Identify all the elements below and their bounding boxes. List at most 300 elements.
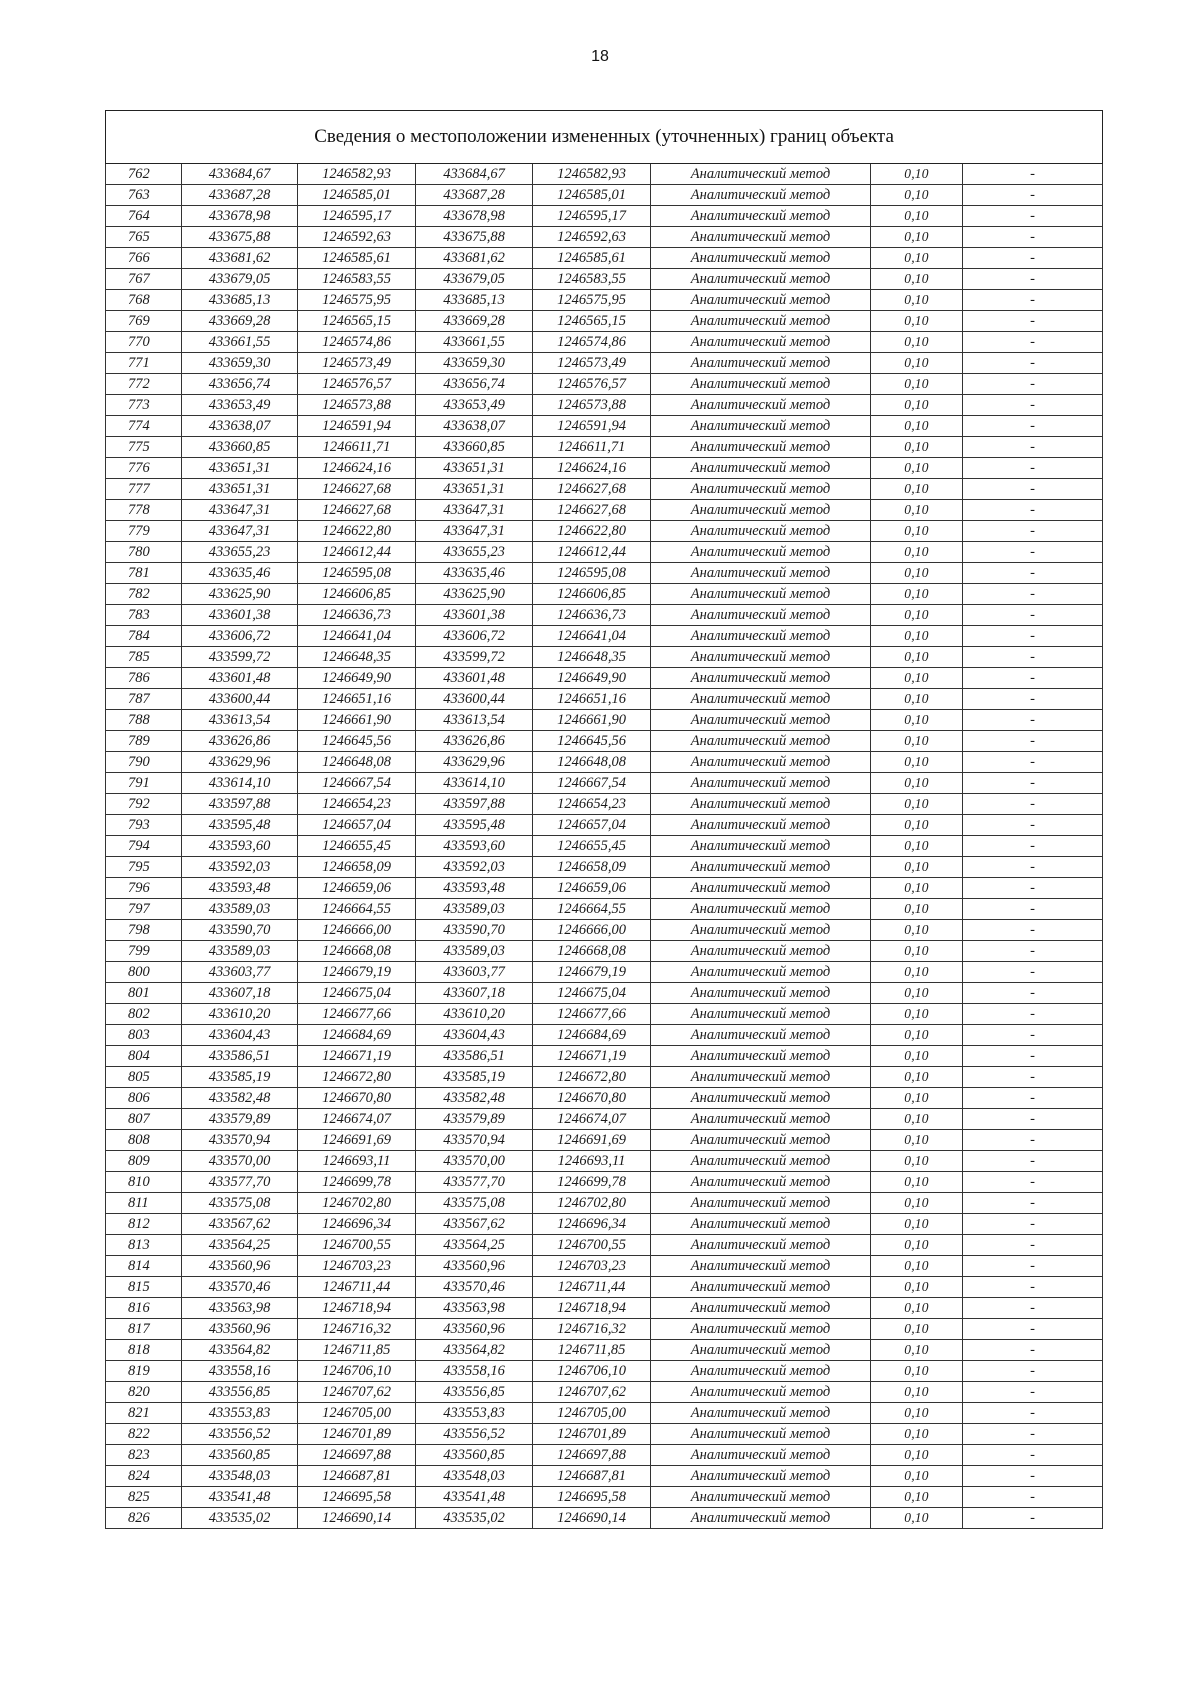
cell-point-number: 804	[106, 1046, 182, 1067]
cell-x-existing: 433592,03	[182, 857, 298, 878]
cell-x-new: 433590,70	[416, 920, 533, 941]
cell-description: -	[963, 332, 1103, 353]
cell-y-existing: 1246573,49	[298, 353, 416, 374]
cell-y-new: 1246700,55	[533, 1235, 651, 1256]
table-row	[106, 1256, 1103, 1277]
cell-description: -	[963, 374, 1103, 395]
cell-x-new: 433570,00	[416, 1151, 533, 1172]
cell-description: -	[963, 248, 1103, 269]
cell-point-number: 798	[106, 920, 182, 941]
cell-description: -	[963, 395, 1103, 416]
cell-y-existing: 1246697,88	[298, 1445, 416, 1466]
cell-y-existing: 1246687,81	[298, 1466, 416, 1487]
cell-point-number: 812	[106, 1214, 182, 1235]
cell-point-number: 765	[106, 227, 182, 248]
cell-method: Аналитический метод	[651, 479, 871, 500]
table-row	[106, 563, 1103, 584]
cell-x-new: 433606,72	[416, 626, 533, 647]
cell-x-new: 433647,31	[416, 521, 533, 542]
cell-x-new: 433655,23	[416, 542, 533, 563]
cell-description: -	[963, 1445, 1103, 1466]
cell-y-existing: 1246675,04	[298, 983, 416, 1004]
cell-y-existing: 1246677,66	[298, 1004, 416, 1025]
cell-point-number: 793	[106, 815, 182, 836]
cell-y-existing: 1246706,10	[298, 1361, 416, 1382]
cell-accuracy: 0,10	[871, 269, 963, 290]
cell-description: -	[963, 689, 1103, 710]
cell-y-existing: 1246705,00	[298, 1403, 416, 1424]
cell-accuracy: 0,10	[871, 668, 963, 689]
table-row	[106, 1046, 1103, 1067]
cell-accuracy: 0,10	[871, 878, 963, 899]
cell-y-existing: 1246674,07	[298, 1109, 416, 1130]
cell-x-existing: 433651,31	[182, 458, 298, 479]
cell-x-new: 433593,48	[416, 878, 533, 899]
cell-y-new: 1246670,80	[533, 1088, 651, 1109]
cell-y-existing: 1246573,88	[298, 395, 416, 416]
cell-point-number: 823	[106, 1445, 182, 1466]
table-row	[106, 353, 1103, 374]
cell-accuracy: 0,10	[871, 1025, 963, 1046]
cell-accuracy: 0,10	[871, 731, 963, 752]
cell-accuracy: 0,10	[871, 185, 963, 206]
cell-y-existing: 1246582,93	[298, 164, 416, 185]
cell-x-new: 433659,30	[416, 353, 533, 374]
cell-x-new: 433610,20	[416, 1004, 533, 1025]
cell-point-number: 784	[106, 626, 182, 647]
table-row	[106, 1130, 1103, 1151]
cell-accuracy: 0,10	[871, 1151, 963, 1172]
cell-accuracy: 0,10	[871, 521, 963, 542]
cell-y-new: 1246696,34	[533, 1214, 651, 1235]
cell-y-new: 1246672,80	[533, 1067, 651, 1088]
cell-y-existing: 1246657,04	[298, 815, 416, 836]
cell-y-existing: 1246670,80	[298, 1088, 416, 1109]
cell-x-new: 433675,88	[416, 227, 533, 248]
cell-y-new: 1246701,89	[533, 1424, 651, 1445]
cell-y-new: 1246648,08	[533, 752, 651, 773]
cell-x-existing: 433684,67	[182, 164, 298, 185]
cell-point-number: 819	[106, 1361, 182, 1382]
table-row	[106, 374, 1103, 395]
cell-x-existing: 433635,46	[182, 563, 298, 584]
cell-y-existing: 1246591,94	[298, 416, 416, 437]
cell-method: Аналитический метод	[651, 269, 871, 290]
cell-x-new: 433586,51	[416, 1046, 533, 1067]
cell-x-existing: 433570,00	[182, 1151, 298, 1172]
cell-method: Аналитический метод	[651, 1172, 871, 1193]
cell-description: -	[963, 353, 1103, 374]
cell-accuracy: 0,10	[871, 647, 963, 668]
cell-y-new: 1246664,55	[533, 899, 651, 920]
cell-x-existing: 433556,52	[182, 1424, 298, 1445]
cell-method: Аналитический метод	[651, 1508, 871, 1529]
boundary-coordinates-table	[105, 110, 1103, 1529]
cell-point-number: 808	[106, 1130, 182, 1151]
cell-accuracy: 0,10	[871, 1046, 963, 1067]
table-row	[106, 605, 1103, 626]
cell-x-existing: 433570,94	[182, 1130, 298, 1151]
cell-y-existing: 1246627,68	[298, 500, 416, 521]
cell-y-existing: 1246654,23	[298, 794, 416, 815]
cell-x-existing: 433638,07	[182, 416, 298, 437]
cell-y-existing: 1246595,17	[298, 206, 416, 227]
cell-x-new: 433560,96	[416, 1319, 533, 1340]
table-row	[106, 437, 1103, 458]
cell-accuracy: 0,10	[871, 1067, 963, 1088]
cell-method: Аналитический метод	[651, 1277, 871, 1298]
cell-x-new: 433579,89	[416, 1109, 533, 1130]
cell-description: -	[963, 836, 1103, 857]
cell-description: -	[963, 731, 1103, 752]
table-row	[106, 983, 1103, 1004]
cell-accuracy: 0,10	[871, 1130, 963, 1151]
cell-accuracy: 0,10	[871, 605, 963, 626]
cell-x-existing: 433582,48	[182, 1088, 298, 1109]
cell-x-new: 433660,85	[416, 437, 533, 458]
page-number: 18	[591, 48, 609, 65]
cell-point-number: 791	[106, 773, 182, 794]
table-row	[106, 1214, 1103, 1235]
cell-y-new: 1246671,19	[533, 1046, 651, 1067]
cell-x-new: 433638,07	[416, 416, 533, 437]
cell-x-existing: 433669,28	[182, 311, 298, 332]
cell-y-new: 1246649,90	[533, 668, 651, 689]
table-row	[106, 458, 1103, 479]
cell-y-existing: 1246606,85	[298, 584, 416, 605]
cell-description: -	[963, 1403, 1103, 1424]
cell-description: -	[963, 227, 1103, 248]
table-row	[106, 1193, 1103, 1214]
cell-x-existing: 433679,05	[182, 269, 298, 290]
cell-description: -	[963, 479, 1103, 500]
cell-point-number: 811	[106, 1193, 182, 1214]
cell-y-new: 1246706,10	[533, 1361, 651, 1382]
cell-x-existing: 433647,31	[182, 500, 298, 521]
cell-accuracy: 0,10	[871, 1466, 963, 1487]
table-row	[106, 647, 1103, 668]
table-row	[106, 332, 1103, 353]
table-row	[106, 1067, 1103, 1088]
table-row	[106, 752, 1103, 773]
cell-y-new: 1246585,01	[533, 185, 651, 206]
cell-y-new: 1246697,88	[533, 1445, 651, 1466]
cell-x-new: 433563,98	[416, 1298, 533, 1319]
cell-point-number: 822	[106, 1424, 182, 1445]
cell-point-number: 805	[106, 1067, 182, 1088]
cell-y-new: 1246622,80	[533, 521, 651, 542]
cell-x-new: 433651,31	[416, 479, 533, 500]
cell-x-new: 433553,83	[416, 1403, 533, 1424]
cell-x-existing: 433563,98	[182, 1298, 298, 1319]
cell-accuracy: 0,10	[871, 836, 963, 857]
cell-description: -	[963, 626, 1103, 647]
cell-accuracy: 0,10	[871, 563, 963, 584]
cell-y-new: 1246718,94	[533, 1298, 651, 1319]
cell-description: -	[963, 647, 1103, 668]
cell-y-existing: 1246671,19	[298, 1046, 416, 1067]
cell-accuracy: 0,10	[871, 941, 963, 962]
cell-y-new: 1246648,35	[533, 647, 651, 668]
cell-y-new: 1246661,90	[533, 710, 651, 731]
cell-method: Аналитический метод	[651, 1466, 871, 1487]
table-row	[106, 1088, 1103, 1109]
cell-point-number: 770	[106, 332, 182, 353]
cell-description: -	[963, 1067, 1103, 1088]
cell-y-new: 1246674,07	[533, 1109, 651, 1130]
cell-method: Аналитический метод	[651, 1046, 871, 1067]
cell-method: Аналитический метод	[651, 668, 871, 689]
cell-y-new: 1246565,15	[533, 311, 651, 332]
cell-accuracy: 0,10	[871, 1256, 963, 1277]
cell-y-new: 1246583,55	[533, 269, 651, 290]
cell-y-existing: 1246576,57	[298, 374, 416, 395]
cell-x-existing: 433556,85	[182, 1382, 298, 1403]
cell-description: -	[963, 164, 1103, 185]
table-row	[106, 1487, 1103, 1508]
table-row	[106, 269, 1103, 290]
cell-x-existing: 433651,31	[182, 479, 298, 500]
cell-x-new: 433603,77	[416, 962, 533, 983]
cell-x-existing: 433601,48	[182, 668, 298, 689]
cell-method: Аналитический метод	[651, 983, 871, 1004]
cell-y-existing: 1246716,32	[298, 1319, 416, 1340]
cell-x-existing: 433625,90	[182, 584, 298, 605]
table-body	[106, 164, 1103, 1529]
cell-y-new: 1246691,69	[533, 1130, 651, 1151]
cell-x-existing: 433610,20	[182, 1004, 298, 1025]
cell-description: -	[963, 1298, 1103, 1319]
cell-y-existing: 1246585,61	[298, 248, 416, 269]
cell-point-number: 782	[106, 584, 182, 605]
cell-method: Аналитический метод	[651, 710, 871, 731]
cell-description: -	[963, 899, 1103, 920]
cell-y-existing: 1246684,69	[298, 1025, 416, 1046]
cell-y-new: 1246668,08	[533, 941, 651, 962]
cell-point-number: 797	[106, 899, 182, 920]
cell-method: Аналитический метод	[651, 332, 871, 353]
table-row	[106, 290, 1103, 311]
cell-method: Аналитический метод	[651, 521, 871, 542]
cell-point-number: 768	[106, 290, 182, 311]
cell-x-existing: 433548,03	[182, 1466, 298, 1487]
cell-method: Аналитический метод	[651, 1067, 871, 1088]
cell-method: Аналитический метод	[651, 647, 871, 668]
cell-point-number: 780	[106, 542, 182, 563]
cell-point-number: 777	[106, 479, 182, 500]
cell-x-existing: 433604,43	[182, 1025, 298, 1046]
cell-x-existing: 433541,48	[182, 1487, 298, 1508]
cell-method: Аналитический метод	[651, 1382, 871, 1403]
cell-point-number: 810	[106, 1172, 182, 1193]
cell-accuracy: 0,10	[871, 227, 963, 248]
cell-x-existing: 433593,60	[182, 836, 298, 857]
cell-x-existing: 433629,96	[182, 752, 298, 773]
cell-accuracy: 0,10	[871, 248, 963, 269]
cell-x-existing: 433653,49	[182, 395, 298, 416]
cell-description: -	[963, 1319, 1103, 1340]
table-row	[106, 941, 1103, 962]
cell-y-existing: 1246700,55	[298, 1235, 416, 1256]
cell-accuracy: 0,10	[871, 1445, 963, 1466]
cell-x-new: 433600,44	[416, 689, 533, 710]
cell-point-number: 799	[106, 941, 182, 962]
cell-accuracy: 0,10	[871, 353, 963, 374]
cell-y-existing: 1246624,16	[298, 458, 416, 479]
table-row	[106, 731, 1103, 752]
cell-x-new: 433661,55	[416, 332, 533, 353]
table-row	[106, 521, 1103, 542]
cell-description: -	[963, 1382, 1103, 1403]
table-row	[106, 899, 1103, 920]
cell-x-new: 433669,28	[416, 311, 533, 332]
cell-description: -	[963, 794, 1103, 815]
table-row	[106, 710, 1103, 731]
cell-y-new: 1246703,23	[533, 1256, 651, 1277]
cell-description: -	[963, 1130, 1103, 1151]
cell-accuracy: 0,10	[871, 1319, 963, 1340]
cell-description: -	[963, 1214, 1103, 1235]
cell-method: Аналитический метод	[651, 1256, 871, 1277]
cell-y-existing: 1246693,11	[298, 1151, 416, 1172]
cell-point-number: 785	[106, 647, 182, 668]
cell-y-existing: 1246565,15	[298, 311, 416, 332]
cell-method: Аналитический метод	[651, 920, 871, 941]
cell-method: Аналитический метод	[651, 311, 871, 332]
cell-x-existing: 433560,96	[182, 1256, 298, 1277]
cell-method: Аналитический метод	[651, 878, 871, 899]
cell-x-new: 433656,74	[416, 374, 533, 395]
cell-x-new: 433592,03	[416, 857, 533, 878]
cell-y-existing: 1246583,55	[298, 269, 416, 290]
cell-y-new: 1246624,16	[533, 458, 651, 479]
cell-y-existing: 1246611,71	[298, 437, 416, 458]
cell-x-new: 433679,05	[416, 269, 533, 290]
cell-y-existing: 1246648,35	[298, 647, 416, 668]
cell-point-number: 787	[106, 689, 182, 710]
cell-accuracy: 0,10	[871, 1235, 963, 1256]
cell-method: Аналитический метод	[651, 1214, 871, 1235]
cell-accuracy: 0,10	[871, 689, 963, 710]
table-row	[106, 626, 1103, 647]
table-row	[106, 1340, 1103, 1361]
table-row	[106, 815, 1103, 836]
cell-y-existing: 1246659,06	[298, 878, 416, 899]
cell-accuracy: 0,10	[871, 332, 963, 353]
cell-y-existing: 1246592,63	[298, 227, 416, 248]
cell-method: Аналитический метод	[651, 395, 871, 416]
cell-x-new: 433687,28	[416, 185, 533, 206]
cell-x-existing: 433564,25	[182, 1235, 298, 1256]
cell-y-existing: 1246595,08	[298, 563, 416, 584]
table-row	[106, 1172, 1103, 1193]
cell-description: -	[963, 584, 1103, 605]
cell-x-existing: 433626,86	[182, 731, 298, 752]
cell-y-new: 1246612,44	[533, 542, 651, 563]
cell-description: -	[963, 1361, 1103, 1382]
cell-x-existing: 433590,70	[182, 920, 298, 941]
cell-description: -	[963, 311, 1103, 332]
cell-description: -	[963, 710, 1103, 731]
cell-x-existing: 433600,44	[182, 689, 298, 710]
cell-x-existing: 433614,10	[182, 773, 298, 794]
cell-y-new: 1246667,54	[533, 773, 651, 794]
cell-method: Аналитический метод	[651, 1130, 871, 1151]
cell-x-existing: 433564,82	[182, 1340, 298, 1361]
cell-x-existing: 433655,23	[182, 542, 298, 563]
cell-x-existing: 433681,62	[182, 248, 298, 269]
cell-accuracy: 0,10	[871, 1340, 963, 1361]
cell-y-new: 1246591,94	[533, 416, 651, 437]
cell-point-number: 800	[106, 962, 182, 983]
cell-point-number: 796	[106, 878, 182, 899]
cell-y-new: 1246690,14	[533, 1508, 651, 1529]
cell-y-new: 1246679,19	[533, 962, 651, 983]
cell-x-new: 433589,03	[416, 899, 533, 920]
cell-description: -	[963, 857, 1103, 878]
cell-y-new: 1246651,16	[533, 689, 651, 710]
cell-y-existing: 1246575,95	[298, 290, 416, 311]
table-row	[106, 1004, 1103, 1025]
cell-point-number: 792	[106, 794, 182, 815]
cell-method: Аналитический метод	[651, 1004, 871, 1025]
cell-y-new: 1246574,86	[533, 332, 651, 353]
cell-y-new: 1246645,56	[533, 731, 651, 752]
cell-point-number: 825	[106, 1487, 182, 1508]
cell-point-number: 775	[106, 437, 182, 458]
cell-x-new: 433564,25	[416, 1235, 533, 1256]
cell-x-existing: 433599,72	[182, 647, 298, 668]
cell-description: -	[963, 752, 1103, 773]
cell-y-new: 1246611,71	[533, 437, 651, 458]
table-row	[106, 1109, 1103, 1130]
cell-x-existing: 433589,03	[182, 899, 298, 920]
cell-x-new: 433626,86	[416, 731, 533, 752]
table-row	[106, 920, 1103, 941]
cell-x-new: 433560,85	[416, 1445, 533, 1466]
cell-x-new: 433685,13	[416, 290, 533, 311]
cell-x-existing: 433567,62	[182, 1214, 298, 1235]
table-row	[106, 878, 1103, 899]
cell-method: Аналитический метод	[651, 1424, 871, 1445]
cell-y-new: 1246592,63	[533, 227, 651, 248]
cell-method: Аналитический метод	[651, 1193, 871, 1214]
table-row	[106, 227, 1103, 248]
cell-accuracy: 0,10	[871, 983, 963, 1004]
cell-point-number: 820	[106, 1382, 182, 1403]
cell-method: Аналитический метод	[651, 248, 871, 269]
cell-point-number: 809	[106, 1151, 182, 1172]
cell-description: -	[963, 416, 1103, 437]
cell-y-new: 1246707,62	[533, 1382, 651, 1403]
cell-method: Аналитический метод	[651, 899, 871, 920]
cell-method: Аналитический метод	[651, 227, 871, 248]
cell-method: Аналитический метод	[651, 836, 871, 857]
cell-x-existing: 433603,77	[182, 962, 298, 983]
cell-point-number: 801	[106, 983, 182, 1004]
cell-method: Аналитический метод	[651, 1487, 871, 1508]
cell-x-new: 433614,10	[416, 773, 533, 794]
cell-y-new: 1246659,06	[533, 878, 651, 899]
cell-method: Аналитический метод	[651, 1361, 871, 1382]
cell-x-existing: 433577,70	[182, 1172, 298, 1193]
cell-x-new: 433589,03	[416, 941, 533, 962]
cell-description: -	[963, 1235, 1103, 1256]
cell-x-new: 433604,43	[416, 1025, 533, 1046]
cell-x-new: 433556,85	[416, 1382, 533, 1403]
cell-accuracy: 0,10	[871, 815, 963, 836]
cell-method: Аналитический метод	[651, 437, 871, 458]
